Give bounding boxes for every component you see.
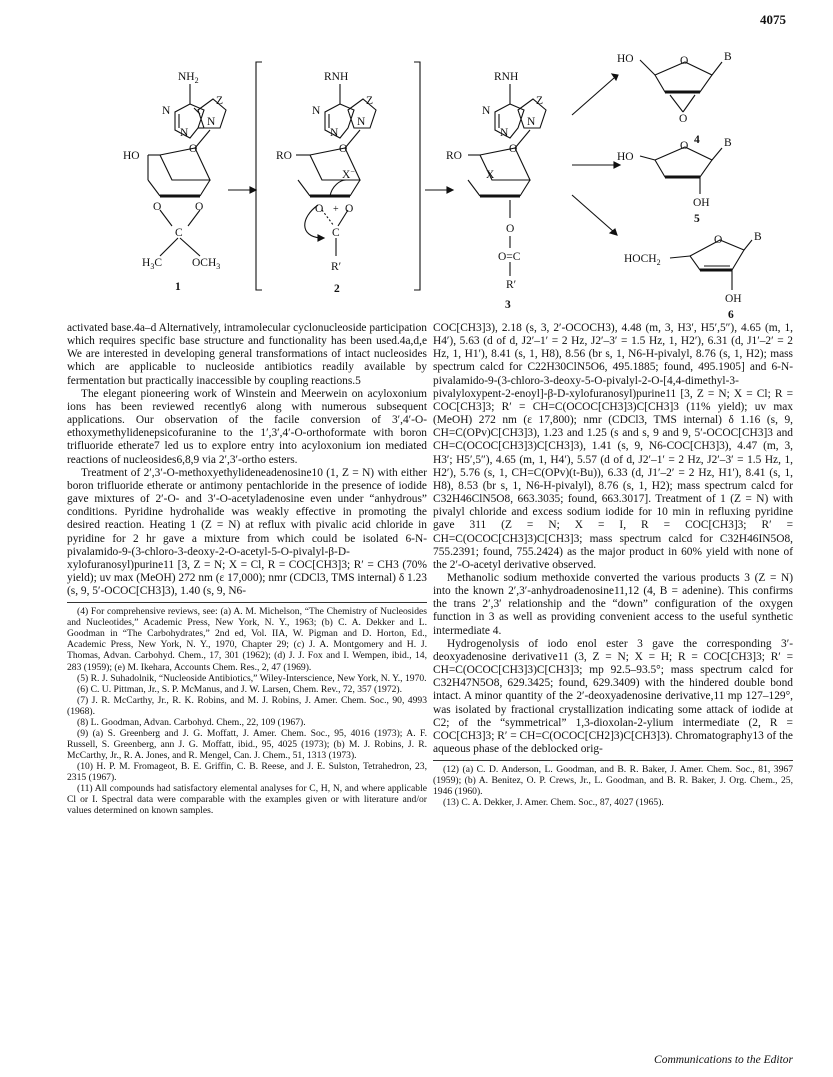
c1-ho: HO (123, 150, 140, 162)
page-number: 4075 (760, 12, 786, 27)
c3-ring-o: O (509, 143, 518, 155)
c2-x: X− (342, 167, 355, 181)
c1-ring-o: O (189, 143, 198, 155)
footnote-11: (11) All compounds had satisfactory elemental analyses for C, H, N, and where applicable Cl or I. Spectral data were comparable with the examples given or with literature and/or values determined on known samples. (67, 783, 427, 817)
c2-rprime: R′ (331, 261, 342, 273)
footnote-6: (6) C. U. Pittman, Jr., S. P. McManus, and J. W. Larsen, Chem. Rev., 72, 357 (1972). (77, 683, 403, 695)
footnote-4: (4) For comprehensive reviews, see: (a) A. M. Michelson, “The Chemistry of Nucleosides and Nucleotides,” Academic Press, New York, N. Y., 1963; (b) C. A. Dekker and L. Goodman in “The Carbohydrates,” 2nd ed, Vol. IIA, W. Pigman and D. Horton, Ed., Academic Press, New York, N. Y., 1970, Chapter 29; (c) J. A. Montgomery and H. J. Thomas, Advan. Carbohyd. Chem., 17, 301 (1962); (d) J. J. Fox and I. Wempen, ibid., 14, 283 (1959); (e) M. Ikehara, Accounts Chem. Res., 2, 47 (1969). (67, 606, 427, 673)
c3-oc: O=C (498, 251, 521, 263)
left-footnotes (67, 602, 427, 816)
c4-ring-o: O (680, 55, 689, 67)
c2-n1: N (312, 105, 321, 117)
c1-o3: O (195, 201, 204, 213)
c3-n1: N (482, 105, 491, 117)
footnote-7: (7) J. R. McCarthy, Jr., R. K. Robins, and M. J. Robins, J. Amer. Chem. Soc., 90, 4993 (1968). (67, 694, 427, 717)
c3-o: O (506, 223, 515, 235)
c5-label: 5 (694, 213, 700, 225)
c2-n9: N (357, 116, 366, 128)
c1-n3: N (180, 127, 189, 139)
left-paragraph-3: Treatment of 2′,3′-O-methoxyethylideneadenosine10 (1, Z = N) with either boron trifluoride etherate or antimony pentachloride in the presence of iodide gave mixtures of 2′-O- and 3′-O-acetyladenosine even under “anhydrous” conditions. Pyridine hydrohalide was weakly effective in promoting the desired reaction. Heating 1 (Z = N) at reflux with pivalic acid chloride in pyridine for 2 hr gave a mixture from which could be isolated 6-N-pivalamido-9-(3-chloro-3-deoxy-2-O-acetyl-5-O-pivalyl-β-D-xylofuranosyl)purine11 [3, Z = N; X = Cl, R = COC[CH3]3; R′ = CH3 (70% yield); uv max (MeOH) 272 nm (ε 17,000); nmr (CDCl3, TMS internal) δ 1.23 (s, 9, 5′-OCOC[CH3]3), 1.40 (s, 9, N6- (67, 466, 427, 598)
c6-oh: OH (725, 293, 742, 305)
right-paragraph-2: Methanolic sodium methoxide converted the various products 3 (Z = N) into the known 2′,3′-anhydroadenosine11,12 (4, B = adenine). This confirms the trans 2′,3′ relationship and the “down” configuration of the oxygen function in 3 as well as providing convenient access to the useful synthetic intermediate 4. (433, 571, 793, 637)
left-paragraph-1: activated base.4a–d Alternatively, intramolecular cyclonucleoside participation which requires specific base structure and functionality has been used.4a,d,e We are interested in developing general transformations of intact nucleosides which are applicable to nucleoside antibiotics readily available by fermentation but practically inaccessible by coupling reactions.5 (67, 322, 427, 387)
compound-4-bonds (640, 60, 722, 112)
compound-6 (624, 231, 762, 320)
c3-rprime: R′ (506, 279, 517, 291)
compound-3 (446, 71, 543, 311)
c1-o2: O (153, 201, 162, 213)
c6-label: 6 (728, 309, 734, 320)
c1-nh2: $NH_2$ (178, 71, 199, 85)
c5-ho: HO (617, 151, 634, 163)
c1-z: Z (216, 95, 224, 107)
c6-hoch2: $HOCH_2$ (624, 253, 661, 267)
c2-ro: RO (276, 150, 292, 162)
right-paragraph-3: Hydrogenolysis of iodo enol ester 3 gave the corresponding 3′-deoxyadenosine derivative11 (3, Z = N; X = H; R = COC[CH3]3; R′ = CH=C(OCOC[CH3]3)C[CH3]3; mp 92.5–93.5°; mass spectrum calcd for C32H47N5O8, 629.3425; found, 629.3409) with the hindered double bond intact. A minor quantity of the 2′-deoxyadenosine derivative,11 mp 127–129°, was isolated by fractional crystallization indicating some attack of iodide at C2; of the “symmetrical” 1,3-dioxolan-2-ylium intermediate (2, R = COC[CH3]3; R′ = CH=C(OCOC[CH2]3)C[CH3]3). Chromatography13 of the aqueous phase of the deblocked orig- (433, 637, 793, 755)
c3-n9: N (527, 116, 536, 128)
c2-rnh: RNH (324, 71, 349, 83)
footnote-12: (12) (a) C. D. Anderson, L. Goodman, and B. R. Baker, J. Amer. Chem. Soc., 81, 3967 (1959); (b) A. Benitez, O. P. Crews, Jr., L. Goodman, and B. R. Baker, J. Org. Chem., 25, 1946 (1960). (433, 764, 793, 798)
right-column (433, 322, 793, 808)
compound-5 (617, 137, 732, 225)
c6-b: B (754, 231, 762, 243)
right-footnotes (433, 760, 793, 808)
compound-4 (617, 51, 732, 146)
c1-h3c: $H_3C$ (142, 257, 162, 271)
c1-n9: N (207, 116, 216, 128)
c2-z: Z (366, 95, 374, 107)
footnote-8: (8) L. Goodman, Advan. Carbohyd. Chem., 22, 109 (1967). (77, 716, 306, 728)
compound-1 (123, 71, 223, 293)
compound-5-bonds (640, 147, 722, 194)
c2-o3: O (345, 203, 354, 215)
c2-o2: O (315, 203, 324, 215)
section-footer: Communications to the Editor (654, 1054, 793, 1066)
compound-1-bonds (148, 84, 226, 256)
c2-label: 2 (334, 283, 340, 295)
c5-b: B (724, 137, 732, 149)
right-paragraph-1: COC[CH3]3), 2.18 (s, 3, 2′-OCOCH3), 4.48 (m, 3, H3′, H5′,5″), 4.65 (m, 1, H4′), 5.63 (d of d, J2′–1′ = 2 Hz, J2′–3′ = 1.5 Hz, 1, H2′), 6.31 (d, J1′–2′ = 2 Hz, 1, H1′), 8.41 (s, 1, H8), 8.56 (br s, 1, N6-H-pivalyl, 8.76 (s, 1, H2); mass spectrum calcd for C22H30ClN5O6, 495.1885; found, 495.1905] and 6-N-pivalamido-9-(3-chloro-3-deoxy-5-O-pivalyl-2-O-[4,4-dimethyl-3-pivalyloxypent-2-enoyl]-β-D-xylofuranosyl)purine11 [3, Z = N; X = Cl; R = COC[CH3]3; R′ = CH=C(OCOC[CH3]3)C[CH3]3 (11% yield); uv max (MeOH) 272 nm (ε 17,800); nmr (CDCl3, TMS internal) δ 1.16 (s, 9, CH=C(OPv)C[CH3]3), 1.23 and 1.25 (s and s, 9 and 9, 5′-OCOC[CH3]3 and CH=C(OCOC[CH3]3)C[CH3]3), 1.41 (s, 9, N6-COC[CH3]3), 4.47 (m, 3, H3′; H5′,5″), 4.65 (m, 1, H4′), 5.57 (d of d, J2′–1′ = 2 Hz, J2′–3′ = 1.5 Hz, 1, H2′), 5.76 (s, 1, CH=C(OPv)(t-Bu)), 6.33 (d, J1′–2′ = 2 Hz, H1′), 8.41 (s, 1, H8), 8.53 (br s, 1, N6-H-pivalyl), 8.76 (s, 1, H2); mass spectrum calcd for C32H46ClN5O8, 663.3035; found, 663.3017]. Treatment of 1 (Z = N) with pivalyl chloride and excess sodium iodide for 10 min in refluxing pyridine gave 311 (Z = N; X = I, R = COC[CH3]3; R′ = CH=C(OCOC[CH3]3)C[CH3]3; mass spectrum calcd for C32H46IN5O8, 755.2391; found, 755.2424) as the major product in 60% yield with none of the 2′-O-acetyl derivative observed. (433, 322, 793, 571)
c5-oh: OH (693, 197, 710, 209)
compound-6-bonds (670, 240, 752, 290)
c3-label: 3 (505, 299, 511, 311)
left-paragraph-2: The elegant pioneering work of Winstein and Meerwein on acyloxonium ions has been reviewed recently6 along with numerous subsequent applications. Our observation of the facile conversion of 3′,4′-O-ethoxymethylidenepsicofuranine to the 1′,3′,4′-O-orthoformate with boron trifluoride etherate7 led us to explore entry into acyloxonium ion mediated reactions of nucleosides6,8,9 via 2′,3′-ortho esters. (67, 387, 427, 466)
c1-c: C (175, 227, 183, 239)
c1-n1: N (162, 105, 171, 117)
c4-label: 4 (694, 134, 700, 146)
c2-ring-o: O (339, 143, 348, 155)
c3-n3: N (500, 127, 509, 139)
c2-n3: N (330, 127, 339, 139)
footnote-10: (10) H. P. M. Fromageot, B. E. Griffin, C. B. Reese, and J. E. Sulston, Tetrahedron, 23, 2315 (1967). (67, 760, 427, 783)
footnote-13: (13) C. A. Dekker, J. Amer. Chem. Soc., 87, 4027 (1965). (443, 797, 664, 809)
c3-x: X (486, 169, 495, 181)
c3-z: Z (536, 95, 544, 107)
left-column (67, 322, 427, 816)
compound-3-bonds (468, 84, 546, 276)
c4-ho: HO (617, 53, 634, 65)
reaction-scheme (0, 0, 833, 320)
c6-ring-o: O (714, 234, 723, 246)
c4-epoxide-o: O (679, 113, 688, 125)
footnote-5: (5) R. J. Suhadolnik, “Nucleoside Antibiotics,” Wiley-Interscience, New York, N. Y., 1970. (77, 672, 427, 684)
c1-label: 1 (175, 281, 181, 293)
c3-rnh: RNH (494, 71, 519, 83)
c2-c: C (332, 227, 340, 239)
c2-plus: + (333, 204, 339, 215)
c3-ro: RO (446, 150, 462, 162)
c5-ring-o: O (680, 140, 689, 152)
c1-och3: $OCH_3$ (192, 257, 221, 271)
c4-b: B (724, 51, 732, 63)
footnote-9: (9) (a) S. Greenberg and J. G. Moffatt, J. Amer. Chem. Soc., 95, 4016 (1973); A. F. Russell, S. Greenberg, ann J. G. Moffatt, ibid., 95, 4025 (1973); (b) M. J. Robins, J. R. McCarthy, Jr., R. A. Jones, and R. Mengel, Can. J. Chem., 51, 1313 (1973). (67, 727, 427, 761)
